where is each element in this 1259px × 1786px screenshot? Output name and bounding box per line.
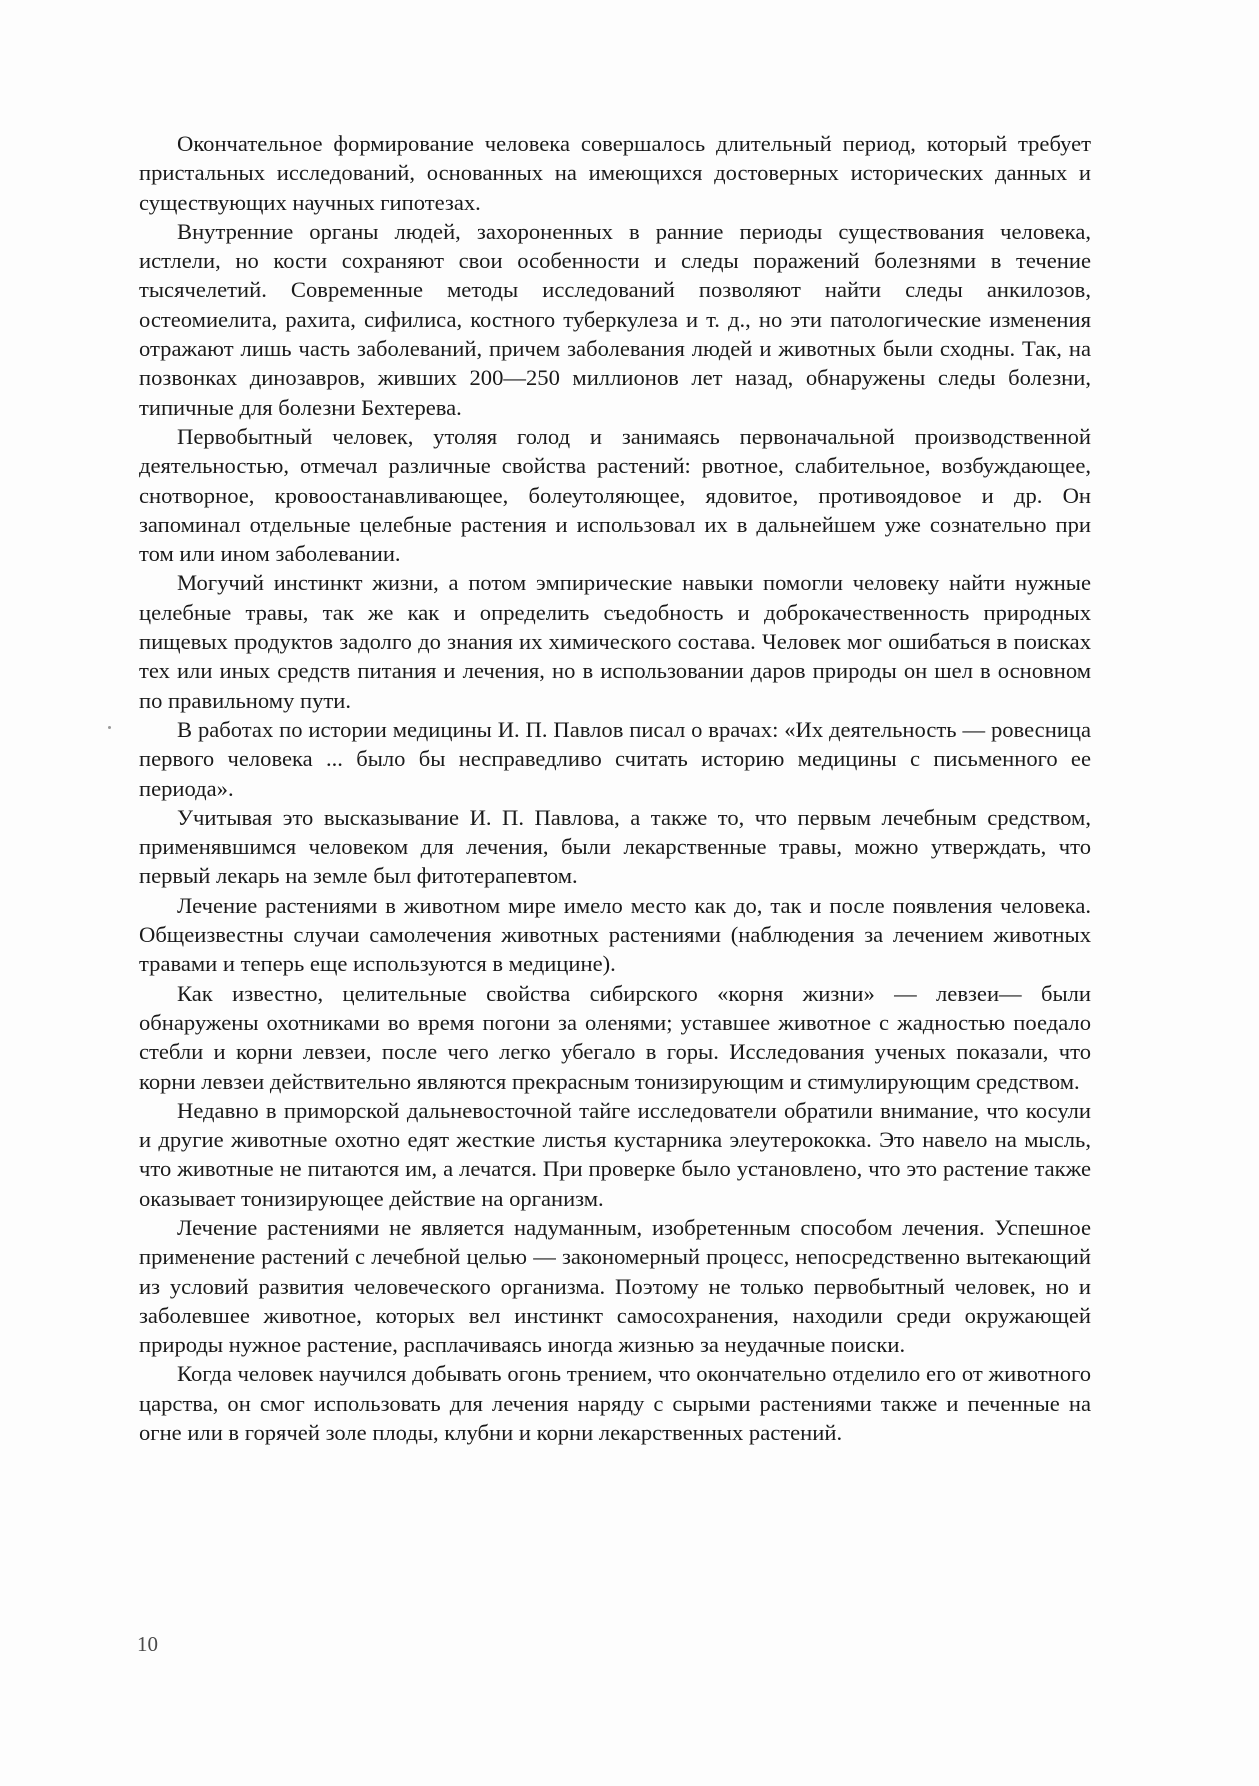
paragraph-10: Лечение растениями не является надуманным, изобретенным способом лечения. Успешное применение растений с лечебной целью — закономерный процесс, непосредственно вытекающий из условий развития человеческого организма. Поэтому не только первобытный человек, но и заболевшее животное, которых вел инстинкт самосохранения, находили среди окружающей природы нужное растение, расплачиваясь иногда жизнью за неудачные поиски. xyxy=(139,1214,1091,1358)
paragraph-6: Учитывая это высказывание И. П. Павлова, а также то, что первым лечебным средством, применявшимся человеком для лечения, были лекарственные травы, можно утверждать, что первый лекарь на земле был фитотерапевтом. xyxy=(139,804,1091,889)
paragraph-4: Могучий инстинкт жизни, а потом эмпирические навыки помогли человеку найти нужные целебные травы, так же как и определить съедобность и доброкачественность природных пищевых продуктов задолго до знания их химического состава. Человек мог ошибаться в поисках тех или иных средств питания и лечения, но в использовании даров природы он шел в основном по правильному пути. xyxy=(139,570,1091,713)
body-text xyxy=(139,129,1091,1447)
paragraph-5: В работах по истории медицины И. П. Павлов писал о врачах: «Их деятельность — ровесница первого человека ... было бы несправедливо считать историю медицины с письменного ее периода». xyxy=(139,716,1091,801)
paragraph-9: Недавно в приморской дальневосточной тайге исследователи обратили внимание, что косули и другие животные охотно едят жесткие листья кустарника элеутерококка. Это навело на мысль, что животные не питаются им, а лечатся. При проверке было установлено, что это растение также оказывает тонизирующее действие на организм. xyxy=(139,1097,1091,1211)
paragraph-8: Как известно, целительные свойства сибирского «корня жизни» — левзеи— были обнаружены охотниками во время погони за оленями; уставшее животное с жадностью поедало стебли и корни левзеи, после чего легко убегало в горы. Исследования ученых показали, что корни левзеи действительно являются прекрасным тонизирующим и стимулирующим средством. xyxy=(139,980,1091,1094)
paragraph-7: Лечение растениями в животном мире имело место как до, так и после появления человека. Общеизвестны случаи самолечения животных растениями (наблюдения за лечением животных травами и теперь еще используются в медицине). xyxy=(139,892,1091,977)
paragraph-1: Окончательное формирование человека совершалось длительный период, который требует пристальных исследований, основанных на имеющихся достоверных исторических данных и существующих научных гипотезах. xyxy=(139,131,1091,215)
page-number: 10 xyxy=(137,1632,158,1656)
margin-speck xyxy=(108,726,111,729)
paragraph-2: Внутренние органы людей, захороненных в ранние периоды существования человека, истлели, но кости сохраняют свои особенности и следы поражений болезнями в течение тысячелетий. Современные методы исследований позволяют найти следы анкилозов, остеомиелита, рахита, сифилиса, костного туберкулеза и т. д., но эти патологические изменения отражают лишь часть заболеваний, причем заболевания людей и животных были сходны. Так, на позвонках динозавров, живших 200—250 миллионов лет назад, обнаружены следы болезни, типичные для болезни Бехтерева. xyxy=(139,218,1091,420)
paragraph-11: Когда человек научился добывать огонь трением, что окончательно отделило его от животного царства, он смог использовать для лечения наряду с сырыми растениями также и печенные на огне или в горячей золе плоды, клубни и корни лекарственных растений. xyxy=(139,1361,1091,1446)
paragraph-3: Первобытный человек, утоляя голод и занимаясь первоначальной производственной деятельностью, отмечал различные свойства растений: рвотное, слабительное, возбуждающее, снотворное, кровоостанавливающее, болеутоляющее, ядовитое, противоядовое и др. Он запоминал отдельные целебные растения и использовал их в дальнейшем уже сознательно при том или ином заболевании. xyxy=(139,423,1091,567)
